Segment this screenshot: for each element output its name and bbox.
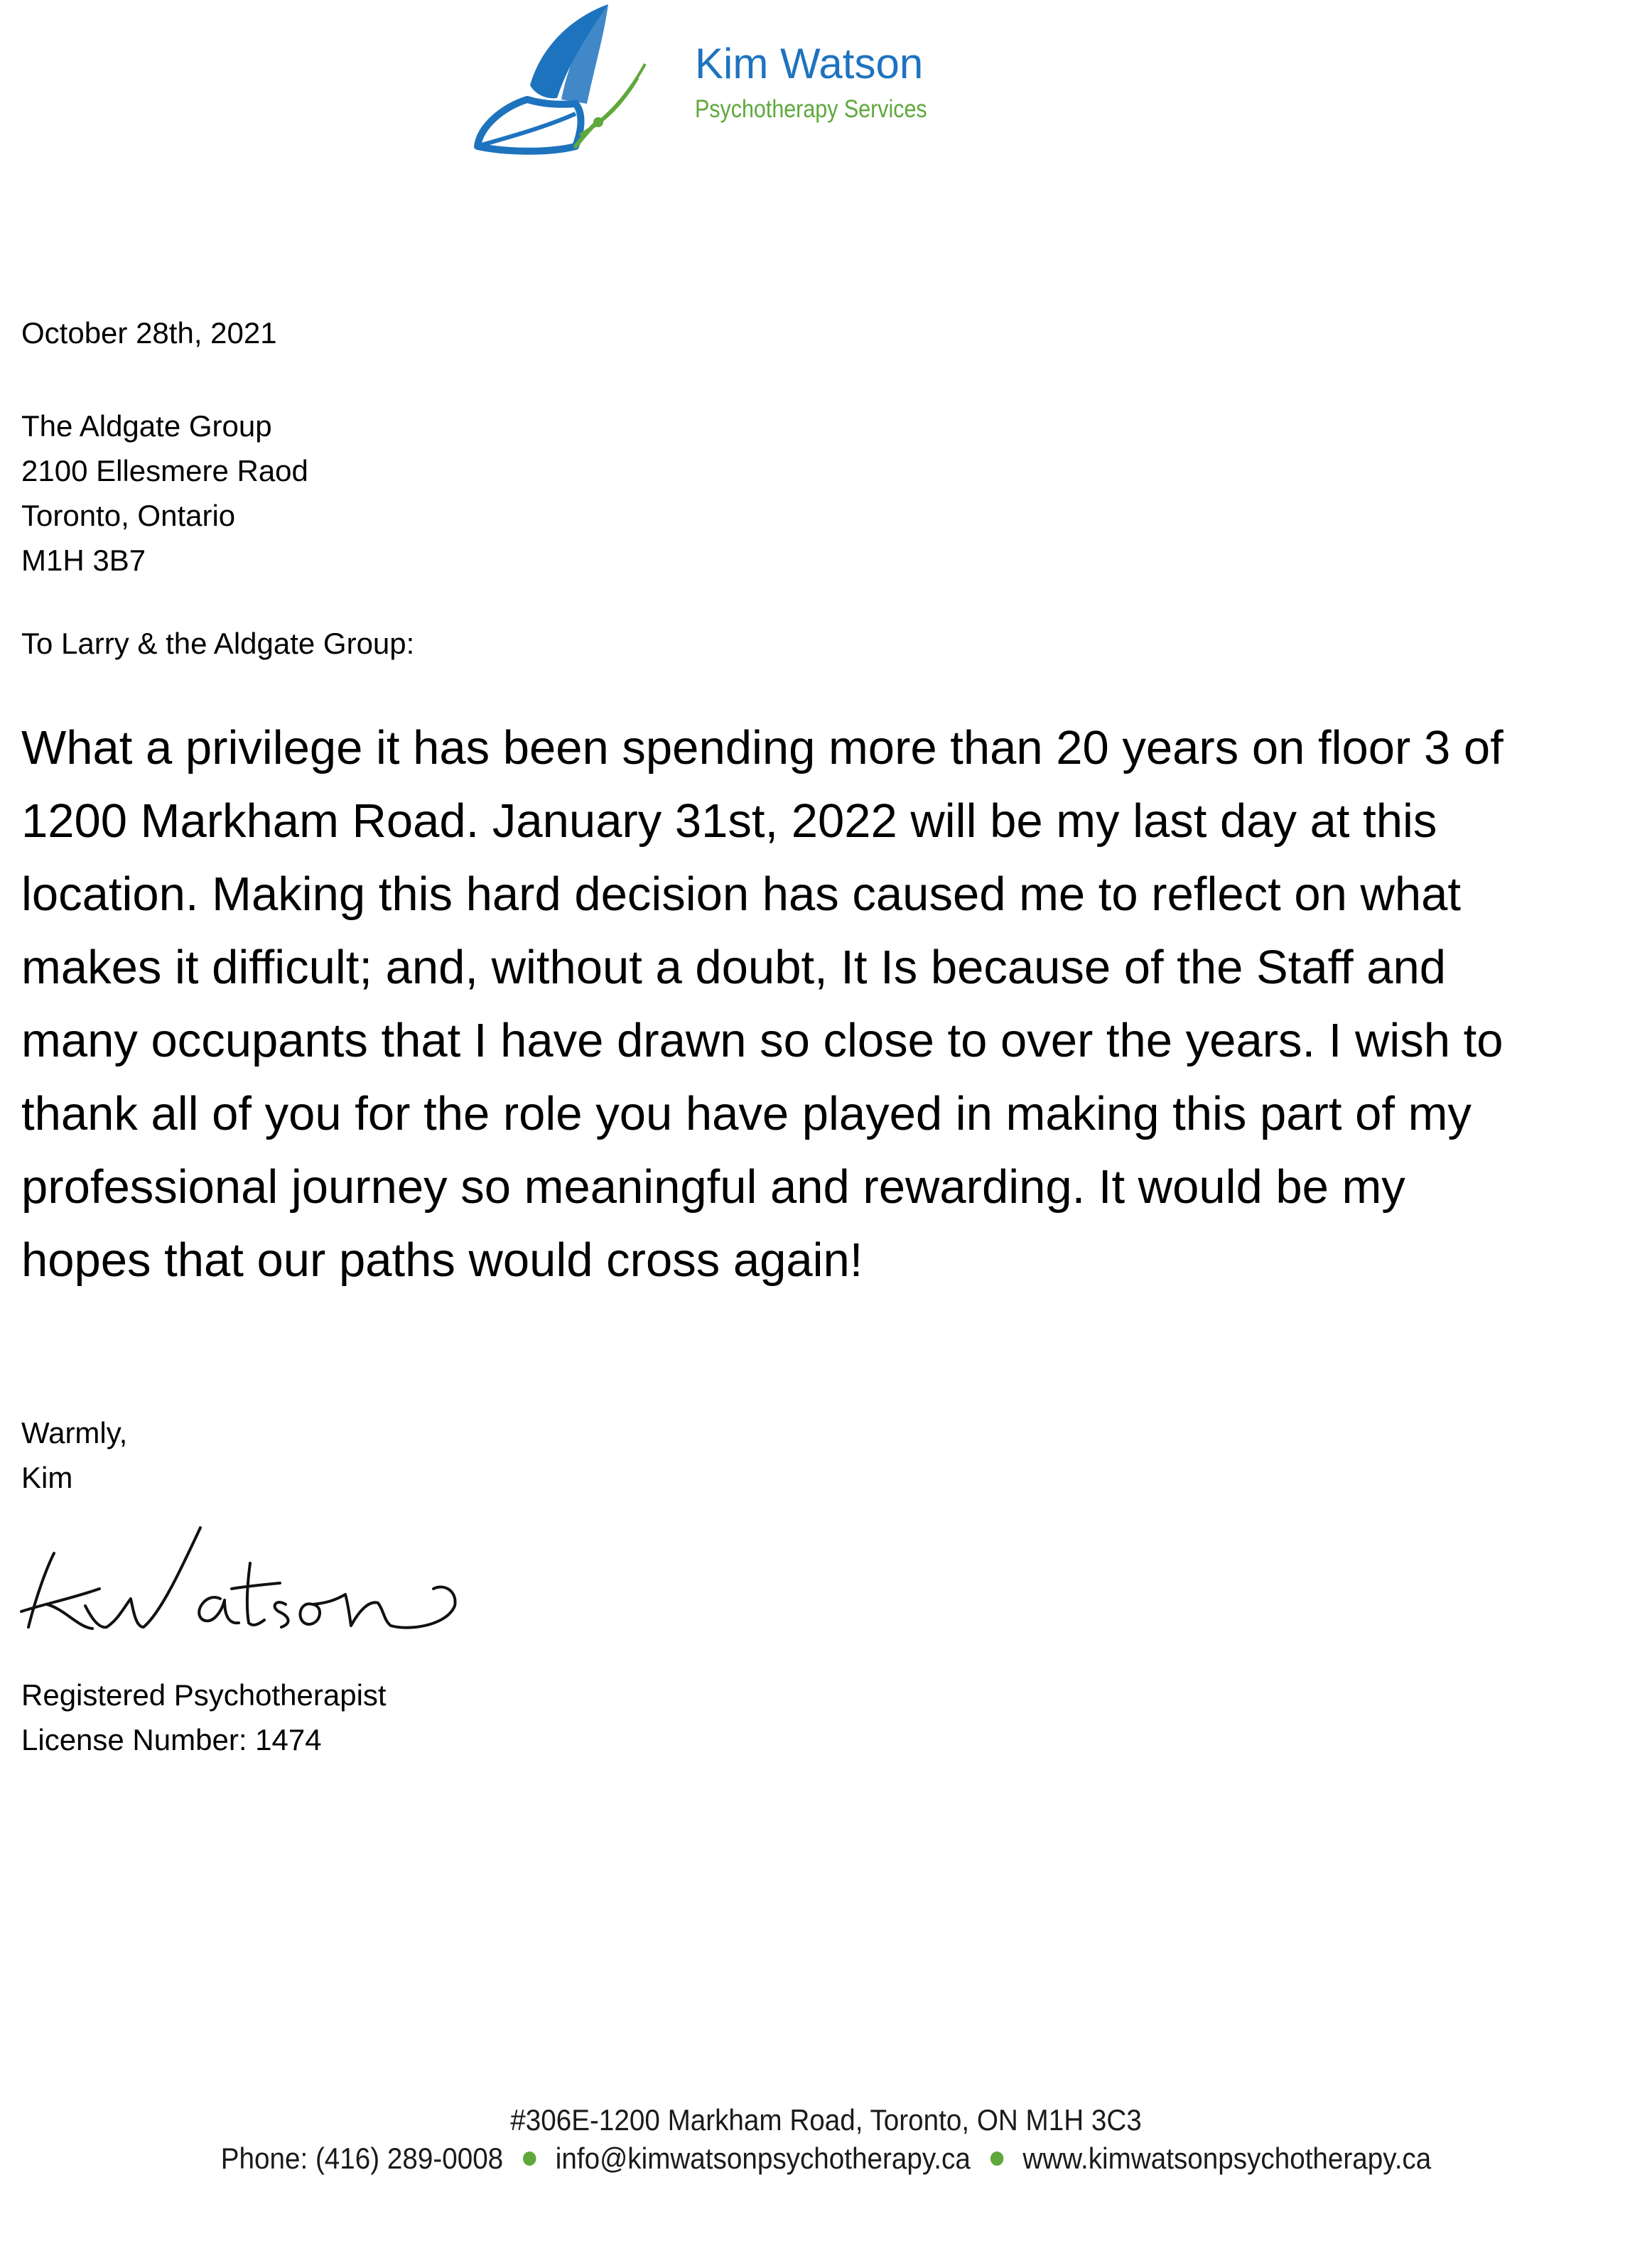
signer-first-name: Kim — [21, 1461, 73, 1494]
footer-phone: Phone: (416) 289-0008 — [220, 2142, 504, 2175]
footer-address: #306E-1200 Markham Road, Toronto, ON M1H 3C3 — [510, 2103, 1142, 2137]
logo-name: Kim Watson — [695, 40, 924, 87]
handwritten-signature — [14, 1521, 469, 1648]
letter-date: October 28th, 2021 — [21, 316, 277, 350]
closing-phrase: Warmly, — [21, 1416, 128, 1449]
recipient-city: Toronto, Ontario — [21, 499, 236, 532]
bullet-separator-icon — [523, 2151, 536, 2166]
credentials — [21, 1673, 387, 1762]
recipient-address — [21, 404, 308, 583]
professional-title: Registered Psychotherapist — [21, 1678, 387, 1712]
logo-tagline: Psychotherapy Services — [695, 95, 927, 123]
recipient-postal-code: M1H 3B7 — [21, 544, 146, 577]
footer-email[interactable]: info@kimwatsonpsychotherapy.ca — [555, 2142, 971, 2175]
bullet-separator-icon — [990, 2151, 1003, 2166]
recipient-organization: The Aldgate Group — [21, 409, 272, 443]
salutation: To Larry & the Aldgate Group: — [21, 627, 415, 660]
license-number: License Number: 1474 — [21, 1723, 322, 1756]
closing — [21, 1410, 127, 1500]
footer-contact — [66, 2144, 1586, 2174]
footer-website[interactable]: www.kimwatsonpsychotherapy.ca — [1022, 2142, 1432, 2175]
recipient-street: 2100 Ellesmere Raod — [21, 454, 308, 487]
letter-body: What a privilege it has been spending more than 20 years on floor 3 of 1200 Markham Road. January 31st, 2022 will be my last day at this location. Making this hard decision has caused me to reflect on what makes it difficult; and, without a doubt, It Is because of the Staff and many occupants that I have drawn so close to over the years. I wish to thank all of you for the role you have played in making this part of my professional journey so meaningful and rewarding. It would be my hopes that our paths would cross again! — [21, 721, 1503, 1287]
butterfly-icon — [462, 0, 668, 163]
